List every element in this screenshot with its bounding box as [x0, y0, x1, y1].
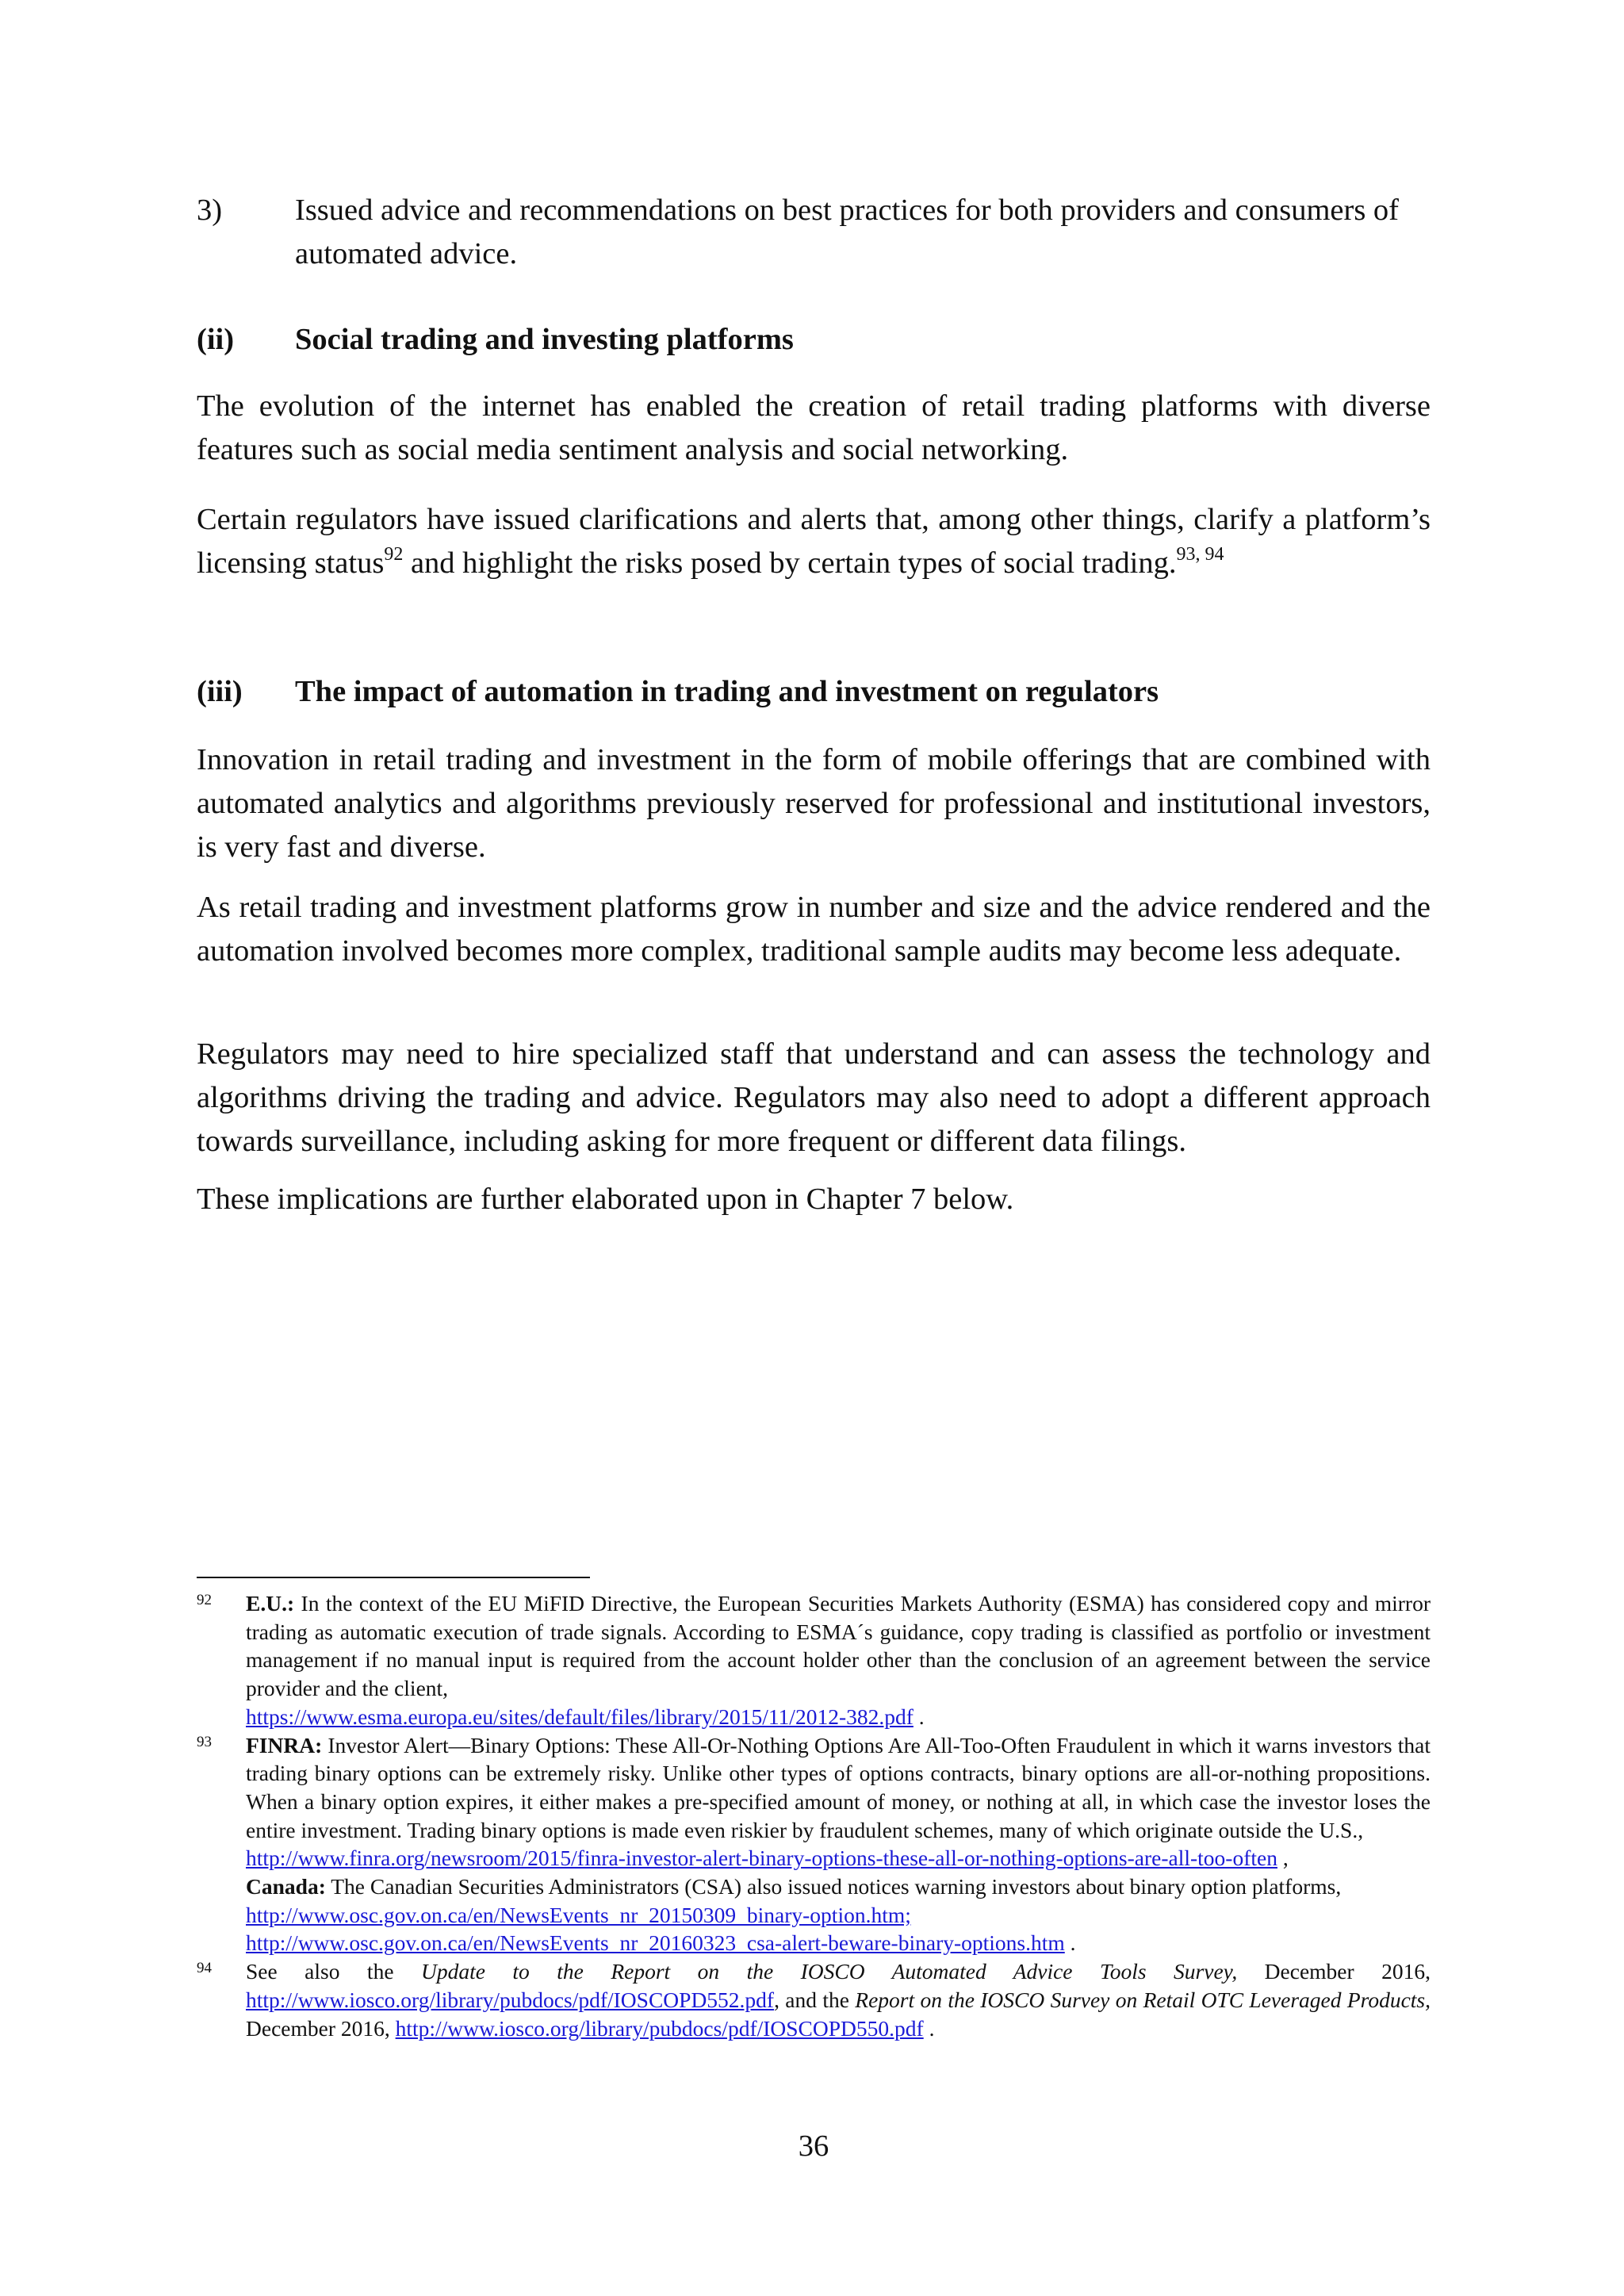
list-item-text: Issued advice and recommendations on best practices for both providers and consumers of automated advice. [295, 194, 1399, 270]
section-number: (ii) [197, 323, 235, 356]
list-item-number: 3) [197, 194, 223, 227]
footnote-number: 94 [197, 1960, 212, 1977]
report-title-otc-leveraged: Report on the IOSCO Survey on Retail OTC Leveraged Products, [855, 1987, 1431, 2012]
footnote-ref-93-94[interactable]: 93, 94 [1176, 544, 1224, 565]
iosco-link-552[interactable]: http://www.iosco.org/library/pubdocs/pdf/IOSCOPD552.pdf [246, 1987, 775, 2012]
footnote-divider [197, 1577, 590, 1578]
document-page [197, 0, 1431, 2296]
paragraph-internet-evolution: The evolution of the internet has enabled the creation of retail trading platforms with diverse features such as social media sentiment analysis and social networking. [197, 389, 1431, 466]
osc-link-2016[interactable]: http://www.osc.gov.on.ca/en/NewsEvents_nr_20160323_csa-alert-beware-binary-options.htm [246, 1930, 1065, 1956]
footnote-label-canada: Canada: [246, 1874, 326, 1899]
footnote-92: 92 E.U.: In the context of the EU MiFID Directive, the European Securities Markets Authority (ESMA) has considered copy and mirror trading as automatic execution of trade signals. According to ESMA´s guidance, copy trading is classified as portfolio or investment management if no manual input is required from the account holder other than the conclusion of an agreement between the service provider and the client, https://www.esma.europa.eu/sites/default/files/library/2015/11/2012-382.pdf . [197, 1589, 1431, 1731]
section-title: Social trading and investing platforms [295, 323, 794, 356]
footnote-ref-92[interactable]: 92 [384, 544, 404, 565]
section-heading-iii [197, 670, 1431, 714]
paragraph-platform-growth: As retail trading and investment platforms grow in number and size and the advice rendered and the automation involved becomes more complex, traditional sample audits may become less adequate. [197, 891, 1431, 968]
section-heading-ii [197, 318, 1431, 362]
footnote-label: E.U.: [246, 1591, 295, 1616]
footnote-label: FINRA: [246, 1732, 323, 1757]
page-number: 36 [798, 2129, 829, 2163]
paragraph-regulator-alerts: Certain regulators have issued clarifications and alerts that, among other things, clarify a platform’s licensing status$^{92}$ and highlight the risks posed by certain types of social trading.$^{93, 94}$ [197, 503, 1431, 580]
paragraph-implications: These implications are further elaborated upon in Chapter 7 below. [197, 1182, 1014, 1216]
footnote-93: 93 FINRA: Investor Alert—Binary Options: These All-Or-Nothing Options Are All-Too-Often Fraudulent in which it warns investors that trading binary options can be extremely risky. Unlike other types of options contracts, binary options are all-or-nothing propositions. When a binary option expires, it either makes a pre-specified amount of money, or nothing at all, in which case the investor loses the entire investment. Trading binary options is made even riskier by fraudulent schemes, many of which originate outside the U.S., http://www.finra.org/newsroom/2015/finra-investor-alert-binary-options-these-all-or-nothing-options-are-all-too-often , Canada: The Canadian Securities Administrators (CSA) also issued notices warning investors about binary option platforms, http://www.osc.gov.on.ca/en/NewsEvents_nr_20150309_binary-option.htm; http://www.osc.gov.on.ca/en/NewsEvents_nr_20160323_csa-alert-beware-binary-options.htm . [197, 1731, 1431, 1958]
section-title: The impact of automation in trading and investment on regulators [295, 675, 1159, 708]
iosco-link-550[interactable]: http://www.iosco.org/library/pubdocs/pdf/IOSCOPD550.pdf [395, 2015, 924, 2041]
section-number: (iii) [197, 675, 243, 708]
footnote-94: 94 See also the Update to the Report on the IOSCO Automated Advice Tools Survey, December 2016, http://www.iosco.org/library/pubdocs/pdf/IOSCOPD552.pdf, and the Report on the IOSCO Survey on Retail OTC Leveraged Products, December 2016, http://www.iosco.org/library/pubdocs/pdf/IOSCOPD550.pdf . [197, 1957, 1431, 2042]
esma-link[interactable]: https://www.esma.europa.eu/sites/default/files/library/2015/11/2012-382.pdf [246, 1704, 914, 1729]
paragraph-specialized-staff: Regulators may need to hire specialized staff that understand and can assess the technology and algorithms driving the trading and advice. Regulators may also need to adopt a different approach towards surveillance, including asking for more frequent or different data filings. [197, 1037, 1431, 1158]
footnote-number: 92 [197, 1592, 212, 1608]
finra-link[interactable]: http://www.finra.org/newsroom/2015/finra-investor-alert-binary-options-these-all-or-nothing-options-are-all-too-often [246, 1846, 1277, 1871]
footnote-number: 93 [197, 1733, 212, 1750]
paragraph-innovation: Innovation in retail trading and investment in the form of mobile offerings that are combined with automated analytics and algorithms previously reserved for professional and institutional investors, is very fast and diverse. [197, 743, 1431, 864]
osc-link-2015[interactable]: http://www.osc.gov.on.ca/en/NewsEvents_nr_20150309_binary-option.htm; [246, 1902, 911, 1927]
footnotes [197, 1589, 1431, 2042]
report-title-automated-advice: Update to the Report on the IOSCO Automated Advice Tools Survey, [421, 1959, 1238, 1984]
list-item-3 [197, 189, 1431, 276]
